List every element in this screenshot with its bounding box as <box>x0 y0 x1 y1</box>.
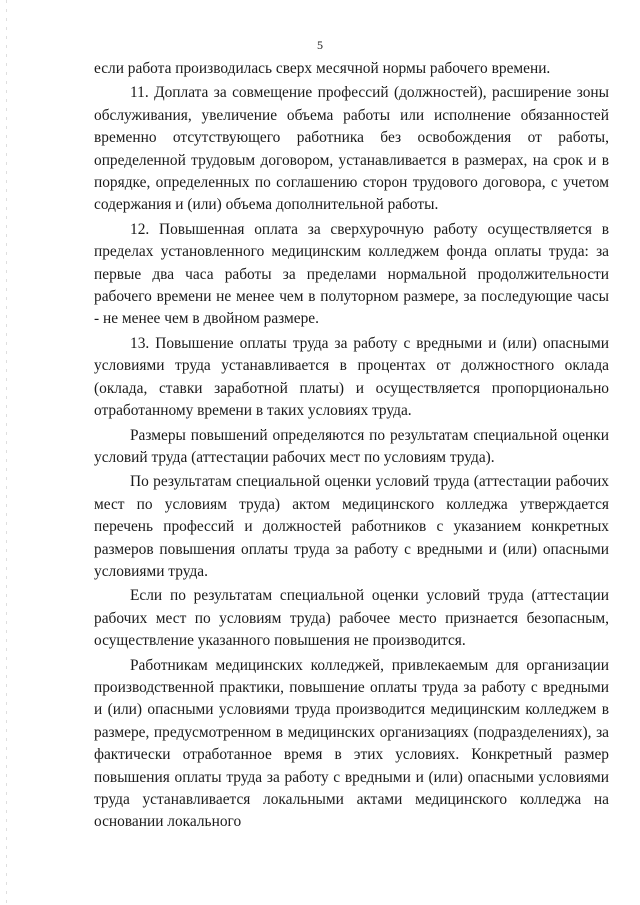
paragraph: Если по результатам специальной оценки условий труда (аттестации рабочих мест по условиям труда) рабочее место признается безопасным, осуществление указанного повышения не производится. <box>94 587 609 650</box>
page-number: 5 <box>317 38 323 52</box>
paragraph: 11. Доплата за совмещение профессий (должностей), расширение зоны обслуживания, увеличение объема работы или исполнение обязанностей временно отсутствующего работника без освобождения от работы, определенной трудовым договором, устанавливается в размерах, на срок и в порядке, определенных по соглашению сторон трудового договора, с учетом содержания и (или) объема дополнительной работы. <box>94 84 609 214</box>
paragraph: если работа производилась сверх месячной нормы рабочего времени. <box>94 60 551 77</box>
scan-edge-artifact <box>6 0 7 905</box>
paragraph: По результатам специальной оценки условий труда (аттестации рабочих мест по условиям труда) актом медицинского колледжа утверждается перечень профессий и должностей работников с указанием конкретных размеров повышения оплаты труда за работу с вредными и (или) опасными условиями труда. <box>94 473 609 580</box>
paragraph: 13. Повышение оплаты труда за работу с вредными и (или) опасными условиями труда устанавливается в процентах от должностного оклада (оклада, ставки заработной платы) и осуществляется пропорционально отработанному времени в таких условиях труда. <box>94 334 609 420</box>
paragraph: 12. Повышенная оплата за сверхурочную работу осуществляется в пределах установленного медицинским колледжем фонда оплаты труда: за первые два часа работы за пределами нормальной продолжительности рабочего времени не менее чем в полуторном размере, за последующие часы - не менее чем в двойном размере. <box>94 220 609 328</box>
paragraph: Работникам медицинских колледжей, привлекаемым для организации производственной практики, повышение оплаты труда за работу с вредными и (или) опасными условиями труда производится медицинским колледжем в размере, предусмотренном в медицинских организациях (подразделениях), за фактически отработанное время в этих условиях. Конкретный размер повышения оплаты труда за работу с вредными и (или) опасными условиями труда устанавливается локальными актами медицинского колледжа на основании локального <box>94 656 609 831</box>
paragraph: Размеры повышений определяются по результатам специальной оценки условий труда (аттестации рабочих мест по условиям труда). <box>94 426 609 466</box>
document-body <box>94 58 609 836</box>
